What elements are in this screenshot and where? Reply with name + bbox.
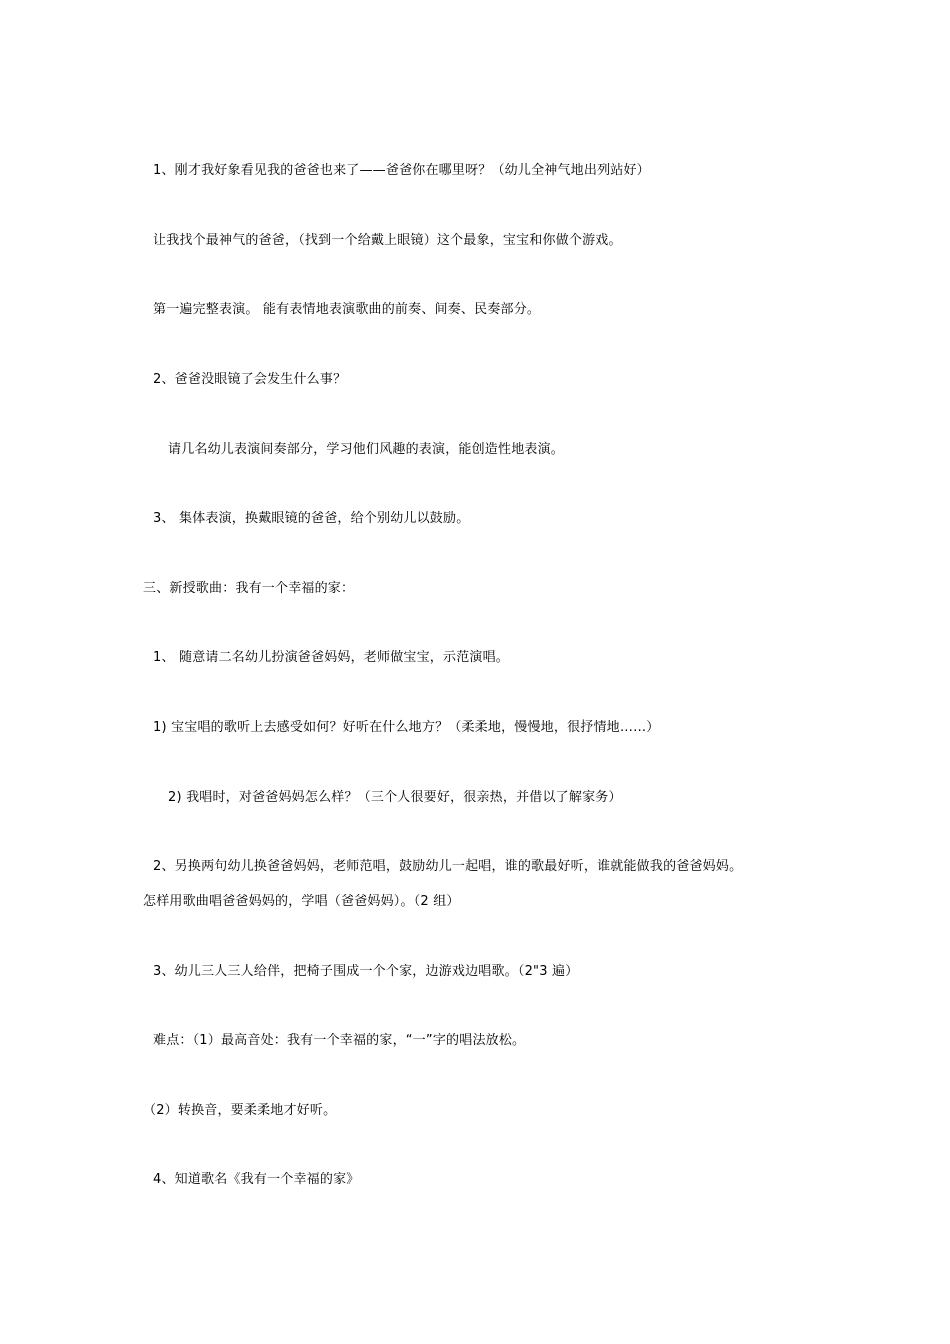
- text-line-15: （2）转换音，要柔柔地才好听。: [143, 1103, 337, 1118]
- text-line-1: 1、刚才我好象看见我的爸爸也来了——爸爸你在哪里呀？（幼儿全神气地出列站好）: [153, 163, 650, 178]
- section-heading: 三、新授歌曲：我有一个幸福的家：: [143, 581, 355, 596]
- text-line-2: 让我找个最神气的爸爸，（找到一个给戴上眼镜）这个最象，宝宝和你做个游戏。: [153, 233, 622, 248]
- text-line-4: 2、爸爸没眼镜了会发生什么事？: [153, 372, 347, 387]
- text-line-13: 3、幼儿三人三人给伴，把椅子围成一个个家，边游戏边唱歌。（2"3 遍）: [153, 964, 579, 979]
- text-line-8: 1、 随意请二名幼儿扮演爸爸妈妈，老师做宝宝，示范演唱。: [153, 650, 510, 665]
- text-line-10: 2) 我唱时，对爸爸妈妈怎么样？（三个人很要好，很亲热，并借以了解家务）: [168, 790, 622, 805]
- text-line-11: 2、另换两句幼儿换爸爸妈妈，老师范唱，鼓励幼儿一起唱，谁的歌最好听，谁就能做我的爸爸妈妈。: [153, 859, 743, 874]
- text-line-6: 3、 集体表演，换戴眼镜的爸爸，给个别幼儿以鼓励。: [153, 511, 470, 526]
- text-line-12: 怎样用歌曲唱爸爸妈妈的，学唱（爸爸妈妈）。（2 组）: [143, 894, 460, 909]
- text-line-14: 难点：（1）最高音处：我有一个幸福的家，“一”字的唱法放松。: [153, 1033, 526, 1048]
- text-line-3: 第一遍完整表演。 能有表情地表演歌曲的前奏、间奏、民奏部分。: [153, 302, 541, 317]
- text-line-16: 4、知道歌名《我有一个幸福的家》: [153, 1172, 360, 1187]
- text-line-5: 请几名幼儿表演间奏部分，学习他们风趣的表演，能创造性地表演。: [168, 442, 565, 457]
- text-line-9: 1) 宝宝唱的歌听上去感受如何？好听在什么地方？（柔柔地，慢慢地，很抒情地……）: [153, 720, 660, 735]
